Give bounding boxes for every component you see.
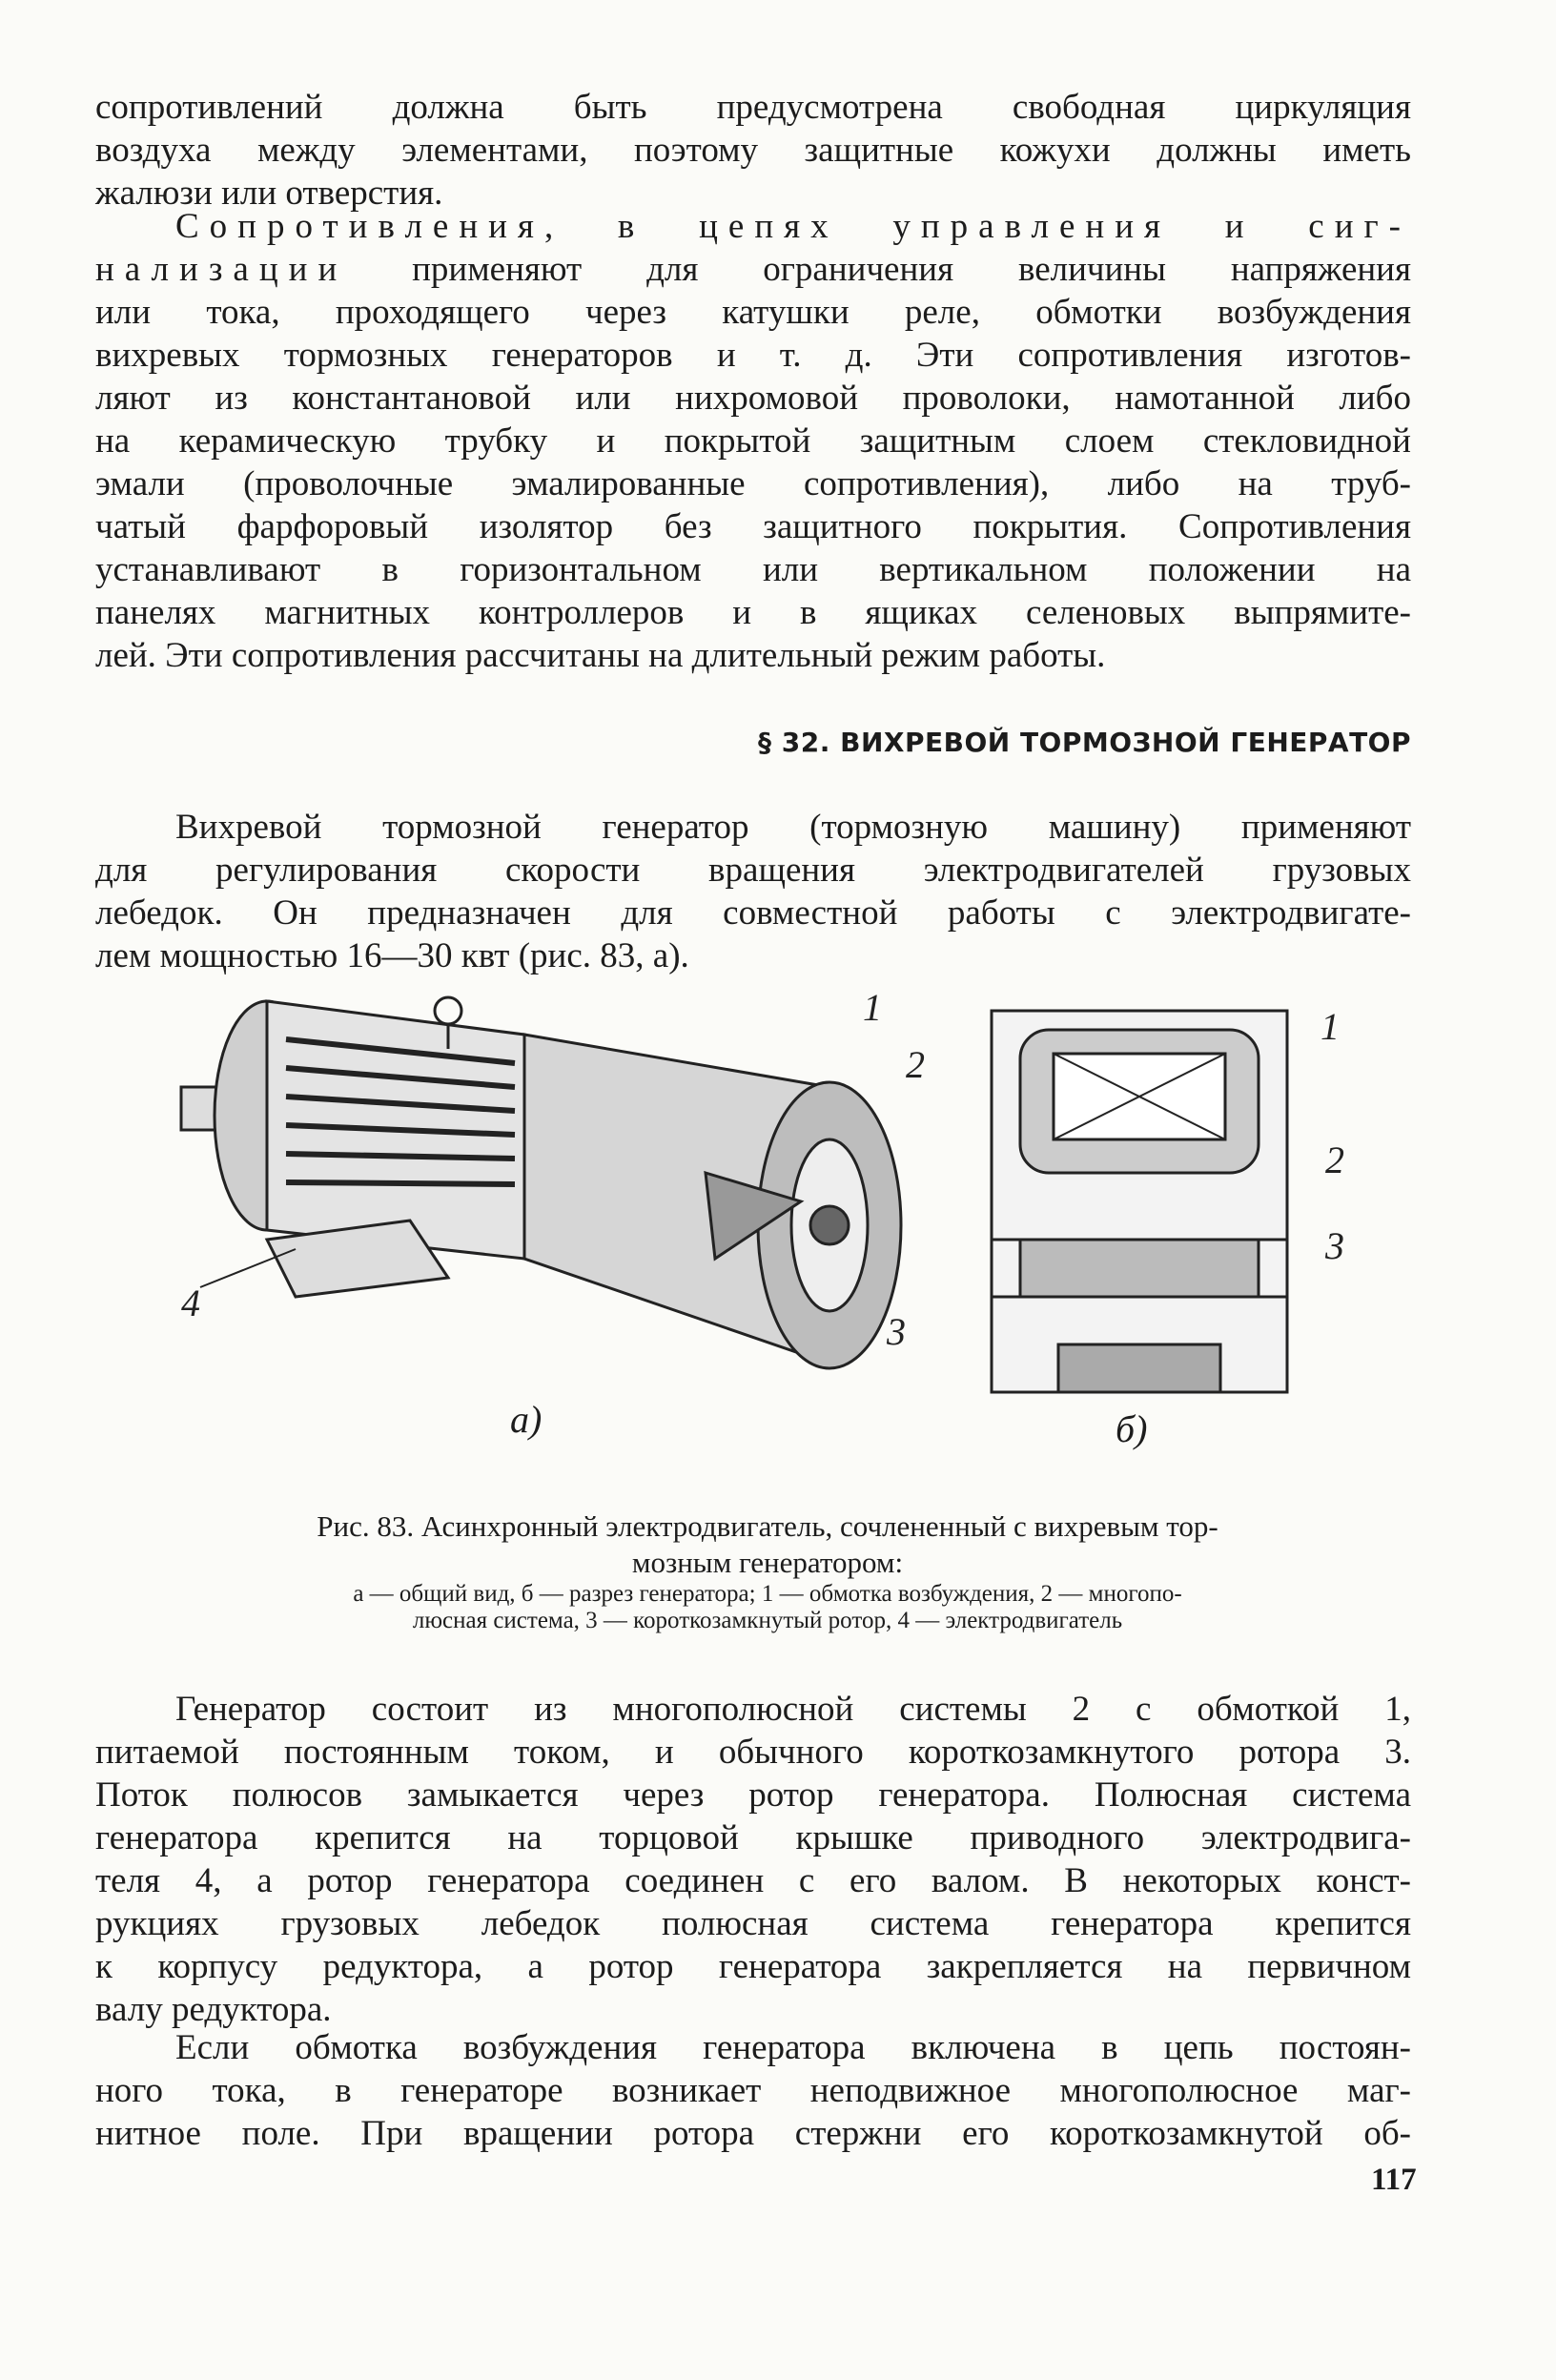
paragraph-2 xyxy=(95,205,1411,677)
callout-a-2: 2 xyxy=(906,1043,925,1086)
text-line: Генератор состоит из многополюсной системы 2 с обмоткой 1, xyxy=(175,1690,1411,1729)
text-line: валу редуктора. xyxy=(95,1990,332,2029)
text-line: чатый фарфоровый изолятор без защитного покрытия. Сопротивления xyxy=(95,507,1411,546)
text-line: питаемой постоянным током, и обычного короткозамкнутого ротора 3. xyxy=(95,1733,1411,1772)
text-line: панелях магнитных контроллеров и в ящиках селеновых выпрямите- xyxy=(95,593,1411,632)
text-line: или тока, проходящего через катушки реле, обмотки возбуждения xyxy=(95,293,1411,332)
callout-b-2: 2 xyxy=(1325,1139,1344,1181)
text-line: для регулирования скорости вращения электродвигателей грузовых xyxy=(95,851,1411,890)
caption-legend: люсная система, 3 — короткозамкнутый ротор, 4 — электродвигатель xyxy=(412,1608,1123,1633)
text-line: нитное поле. При вращении ротора стержни его короткозамкнутой об- xyxy=(95,2114,1411,2153)
text-line: теля 4, а ротор генератора соединен с его валом. В некоторых конст- xyxy=(95,1861,1411,1900)
spaced-term: нализации xyxy=(95,250,348,289)
text-line: к корпусу редуктора, а ротор генератора закрепляется на первичном xyxy=(95,1947,1411,1986)
text-line xyxy=(95,248,1411,291)
paragraph-3 xyxy=(95,806,1411,977)
text-line: сопротивлений должна быть предусмотрена свободная циркуляция xyxy=(95,88,1411,127)
paragraph-1 xyxy=(95,86,1411,215)
text-line: Если обмотка возбуждения генератора включена в цепь постоян- xyxy=(175,2028,1411,2067)
motor-illustration xyxy=(143,982,1411,1468)
text-line: эмали (проволочные эмалированные сопротивления), либо на труб- xyxy=(95,464,1411,503)
text-line: лей. Эти сопротивления рассчитаны на длительный режим работы. xyxy=(95,636,1106,675)
caption-legend: а — общий вид, б — разрез генератора; 1 — обмотка возбуждения, 2 — многопо- xyxy=(353,1581,1182,1607)
paragraph-5 xyxy=(95,2026,1411,2155)
callout-b-3: 3 xyxy=(1325,1224,1344,1267)
text-line: ного тока, в генераторе возникает неподвижное многополюсное маг- xyxy=(95,2071,1411,2110)
text-line: жалюзи или отверстия. xyxy=(95,174,443,213)
paragraph-4 xyxy=(95,1688,1411,2031)
text-line: устанавливают в горизонтальном или вертикальном положении на xyxy=(95,550,1411,589)
callout-b-1: 1 xyxy=(1321,1005,1340,1048)
text-line: на керамическую трубку и покрытой защитным слоем стекловидной xyxy=(95,421,1411,461)
text-line: лебедок. Он предназначен для совместной работы с электродвигате- xyxy=(95,893,1411,933)
text-line: вихревых тормозных генераторов и т. д. Эти сопротивления изготов- xyxy=(95,336,1411,375)
callout-a-3: 3 xyxy=(887,1310,906,1353)
caption-title: Рис. 83. Асинхронный электродвигатель, сочлененный с вихревым тор- xyxy=(317,1509,1218,1543)
callout-a-1: 1 xyxy=(863,986,882,1029)
figure-label-b: б) xyxy=(1116,1407,1148,1450)
page-number: 117 xyxy=(1371,2163,1417,2197)
section-heading: § 32. ВИХРЕВОЙ ТОРМОЗНОЙ ГЕНЕРАТОР xyxy=(758,727,1411,758)
caption-title: мозным генератором: xyxy=(631,1546,904,1579)
text-segment: применяют для ограничения величины напряжения xyxy=(347,250,1411,289)
text-line: Вихревой тормозной генератор (тормозную машину) применяют xyxy=(175,808,1411,847)
text-line: рукциях грузовых лебедок полюсная система генератора крепится xyxy=(95,1904,1411,1943)
text-line: Поток полюсов замыкается через ротор генератора. Полюсная система xyxy=(95,1775,1411,1815)
text-line: генератора крепится на торцовой крышке приводного электродвига- xyxy=(95,1818,1411,1857)
figure-caption xyxy=(172,1508,1363,1634)
text-line: ляют из константановой или нихромовой проволоки, намотанной либо xyxy=(95,379,1411,418)
text-line: лем мощностью 16—30 квт (рис. 83, а). xyxy=(95,936,689,975)
callout-a-4: 4 xyxy=(181,1282,200,1324)
figure-label-a: а) xyxy=(510,1398,543,1441)
text-line: воздуха между элементами, поэтому защитные кожухи должны иметь xyxy=(95,131,1411,170)
text-line: Сопротивления, в цепях управления и сиг- xyxy=(175,207,1411,246)
figure-83 xyxy=(143,982,1411,1468)
